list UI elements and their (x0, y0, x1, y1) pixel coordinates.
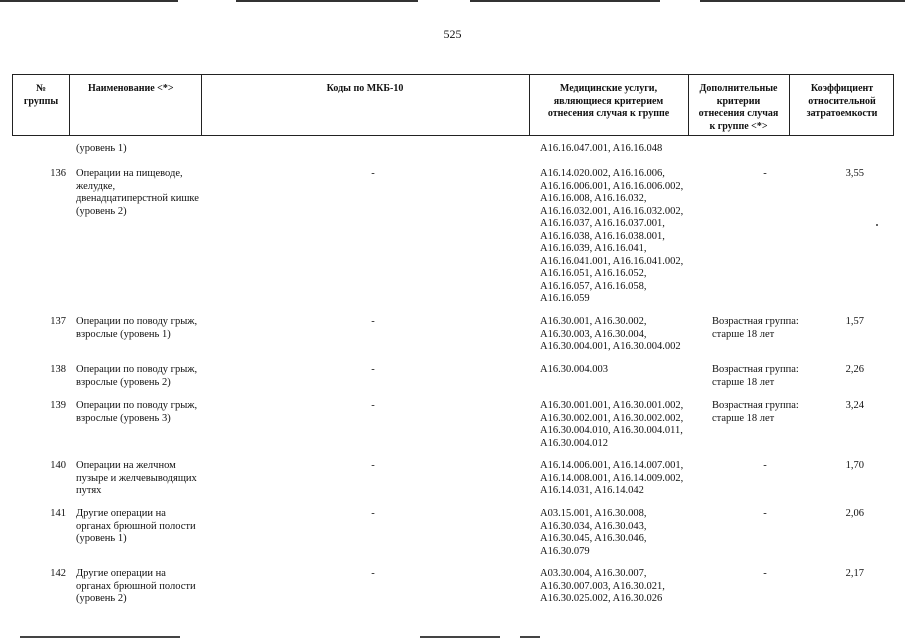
row-extra-criteria: - (763, 568, 767, 579)
row-extra-criteria: Возрастная группа: старше 18 лет (712, 364, 799, 388)
row-mkb-codes: - (371, 168, 375, 179)
row-services: A16.30.001, A16.30.002, A16.30.003, A16.30.004, A16.30.004.001, A16.30.004.002 (540, 316, 681, 352)
table-header (12, 74, 894, 136)
row-extra-criteria: - (763, 460, 767, 471)
bottom-scan-rule (0, 636, 905, 639)
row-mkb-codes: - (371, 364, 375, 375)
scan-speck (876, 224, 878, 226)
column-divider (69, 74, 70, 136)
header-name: Наименование <*> (88, 83, 174, 94)
row-name: Другие операции на органах брюшной полости (уровень 2) (76, 568, 196, 604)
row-mkb-codes: - (371, 400, 375, 411)
row-name: (уровень 1) (76, 143, 127, 154)
row-extra-criteria: - (763, 508, 767, 519)
row-services: A03.30.004, A16.30.007, A16.30.007.003, A16.30.021, A16.30.025.002, A16.30.026 (540, 568, 665, 604)
row-services: A16.30.001.001, A16.30.001.002, A16.30.002.001, A16.30.002.002, A16.30.004.010, A16.30.004.011, A16.30.004.012 (540, 400, 684, 449)
column-divider (789, 74, 790, 136)
row-name: Операции по поводу грыж, взрослые (уровень 1) (76, 316, 198, 340)
row-name: Операции на желчном пузыре и желчевыводящих путях (76, 460, 197, 496)
row-services: A16.30.004.003 (540, 364, 608, 375)
row-name: Операции на пищеводе, желудке, двенадцатиперстной кишке (уровень 2) (76, 168, 199, 217)
row-coefficient: 2,26 (845, 364, 864, 375)
row-extra-criteria: Возрастная группа: старше 18 лет (712, 400, 799, 424)
header-mkb-codes: Коды по МКБ-10 (326, 83, 404, 94)
header-extra-criteria: Дополнительные критерии отнесения случая к группе <*> (698, 83, 779, 132)
row-coefficient: 2,06 (845, 508, 864, 519)
column-divider (688, 74, 689, 136)
row-coefficient: 1,70 (845, 460, 864, 471)
row-group-number: 142 (50, 568, 66, 579)
row-services: A03.15.001, A16.30.008, A16.30.034, A16.30.043, A16.30.045, A16.30.046, A16.30.079 (540, 508, 647, 557)
row-extra-criteria: - (763, 168, 767, 179)
row-mkb-codes: - (371, 508, 375, 519)
row-group-number: 138 (50, 364, 66, 375)
header-group-number: № группы (23, 83, 59, 107)
row-mkb-codes: - (371, 460, 375, 471)
row-group-number: 136 (50, 168, 66, 179)
row-group-number: 137 (50, 316, 66, 327)
row-group-number: 139 (50, 400, 66, 411)
column-divider (201, 74, 202, 136)
row-coefficient: 3,24 (845, 400, 864, 411)
row-name: Операции по поводу грыж, взрослые (уровень 3) (76, 400, 198, 424)
row-coefficient: 2,17 (845, 568, 864, 579)
row-services: A16.14.006.001, A16.14.007.001, A16.14.008.001, A16.14.009.002, A16.14.031, A16.14.042 (540, 460, 684, 496)
header-medical-services: Медицинские услуги, являющиеся критерием отнесения случая к группе (547, 83, 670, 119)
row-group-number: 141 (50, 508, 66, 519)
row-coefficient: 3,55 (845, 168, 864, 179)
header-coefficient: Коэффициент относительной затратоемкости (806, 83, 878, 119)
row-mkb-codes: - (371, 316, 375, 327)
row-services: A16.14.020.002, A16.16.006, A16.16.006.001, A16.16.006.002, A16.16.008, A16.16.032, A16.16.032.001, A16.16.032.002, A16.16.037, A16.16.037.001, A16.16.038, A16.16.038.001, A16.16.039, A16.16.041, A16.16.041.001, A16.16.041.002, A16.16.051, A16.16.052, A16.16.057, A16.16.058, A16.16.059 (540, 168, 684, 304)
row-group-number: 140 (50, 460, 66, 471)
row-mkb-codes: - (371, 568, 375, 579)
row-name: Другие операции на органах брюшной полости (уровень 1) (76, 508, 196, 544)
row-coefficient: 1,57 (845, 316, 864, 327)
top-scan-rule (0, 0, 905, 3)
column-divider (529, 74, 530, 136)
page-number: 525 (443, 27, 462, 41)
row-name: Операции по поводу грыж, взрослые (уровень 2) (76, 364, 198, 388)
row-extra-criteria: Возрастная группа: старше 18 лет (712, 316, 799, 340)
row-services: A16.16.047.001, A16.16.048 (540, 143, 663, 154)
